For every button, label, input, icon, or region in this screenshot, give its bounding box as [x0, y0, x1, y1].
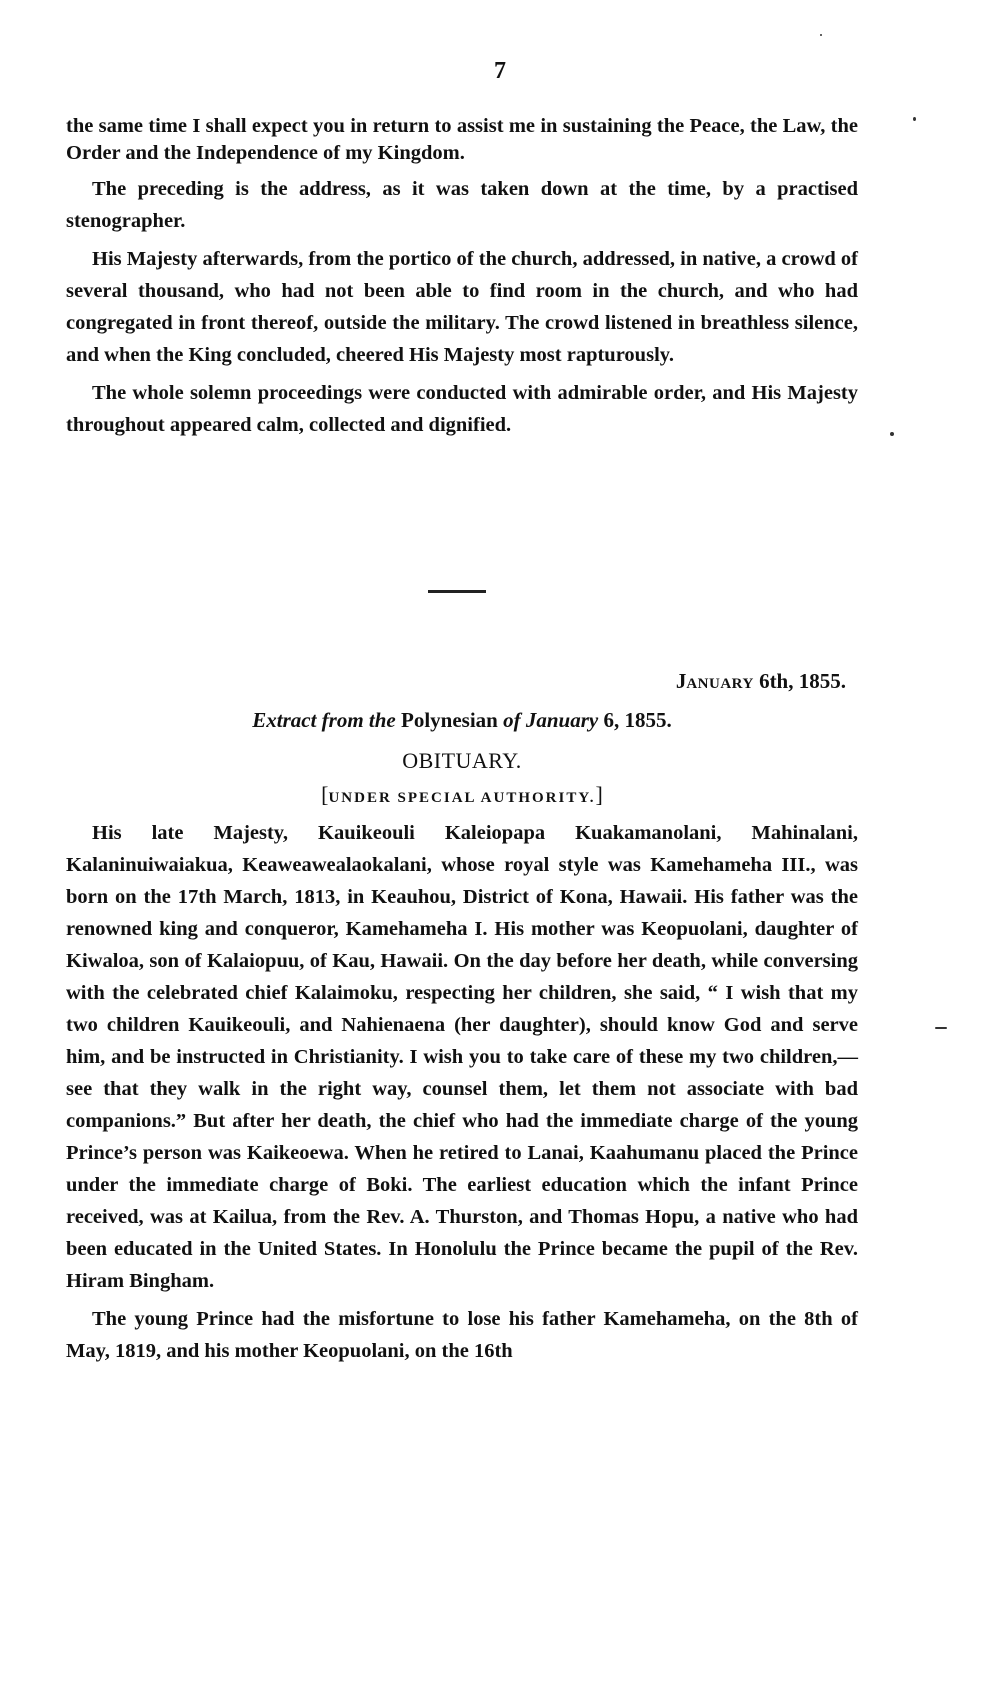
paragraph-address-end: the same time I shall expect you in return to assist me in sustaining the Peace, the Law, the Order and the Independence of my Kingdom.	[66, 115, 858, 164]
margin-speck	[890, 432, 894, 436]
dateline-month-rest: ANUARY	[686, 676, 754, 692]
dateline	[66, 665, 858, 700]
obituary-section	[66, 665, 858, 1367]
obituary-heading: OBITUARY.	[402, 748, 522, 773]
margin-speck	[913, 117, 916, 121]
obituary-subheading	[66, 780, 858, 813]
margin-speck	[935, 1027, 947, 1029]
margin-speck	[820, 34, 822, 36]
extract-date: 6, 1855.	[598, 708, 672, 732]
extract-from-label: Extract from the	[252, 708, 396, 732]
address-conclusion-section	[66, 113, 858, 441]
section-divider	[428, 590, 486, 593]
page-number: 7	[494, 58, 506, 84]
paragraph-obituary-parents-death: The young Prince had the misfortune to lose his father Kamehameha, on the 8th of May, 1819, and his mother Keopuolani, on the 16th	[66, 1308, 858, 1362]
paragraph-stenographer-note: The preceding is the address, as it was taken down at the time, by a practised stenographer.	[66, 178, 858, 232]
open-bracket: [	[321, 782, 329, 807]
extract-source-line	[66, 704, 858, 736]
dateline-day-year: 6th, 1855.	[753, 669, 846, 693]
paragraph-obituary-biography: His late Majesty, Kauikeouli Kaleiopapa Kuakamanolani, Mahinalani, Kalaninuiwaiakua, Keaweawealaokalani, whose royal style was Kamehameha III., was born on the 17th March, 1813, in Keauhou, District of Kona, Hawaii. His father was the renowned king and conqueror, Kamehameha I. His mother was Keopuolani, daughter of Kiwaloa, son of Kalaiopuu, of Kau, Hawaii. On the day before her death, while conversing with the celebrated chief Kalaimoku, respecting her children, she said, “ I wish that my two children Kauikeouli, and Nahienaena (her daughter), should know God and serve him, and be instructed in Christianity. I wish you to take care of these my two children,—see that they walk in the right way, counsel them, let them not associate with bad companions.” But after her death, the chief who had the immediate charge of the young Prince’s person was Kaikeoewa. When he retired to Lanai, Kaahumanu placed the Prince under the immediate charge of Boki. The earliest education which the infant Prince received, was at Kailua, from the Rev. A. Thurston, and Thomas Hopu, a native who had been educated in the United States. In Honolulu the Prince became the pupil of the Rev. Hiram Bingham.	[66, 822, 858, 1292]
paragraph-proceedings-summary: The whole solemn proceedings were conducted with admirable order, and His Majesty throughout appeared calm, collected and dignified.	[66, 382, 858, 436]
newspaper-name: Polynesian	[395, 708, 504, 732]
dateline-month-initial: J	[675, 669, 687, 693]
extract-of-label: of January	[503, 708, 599, 732]
authority-label: UNDER SPECIAL AUTHORITY.	[328, 790, 596, 806]
paragraph-portico-address: His Majesty afterwards, from the portico of the church, addressed, in native, a crowd of several thousand, who had not been able to find room in the church, and who had congregated in front thereof, outside the military. The crowd listened in breathless silence, and when the King concluded, cheered His Majesty most rapturously.	[66, 248, 859, 366]
close-bracket: ]	[595, 782, 603, 807]
